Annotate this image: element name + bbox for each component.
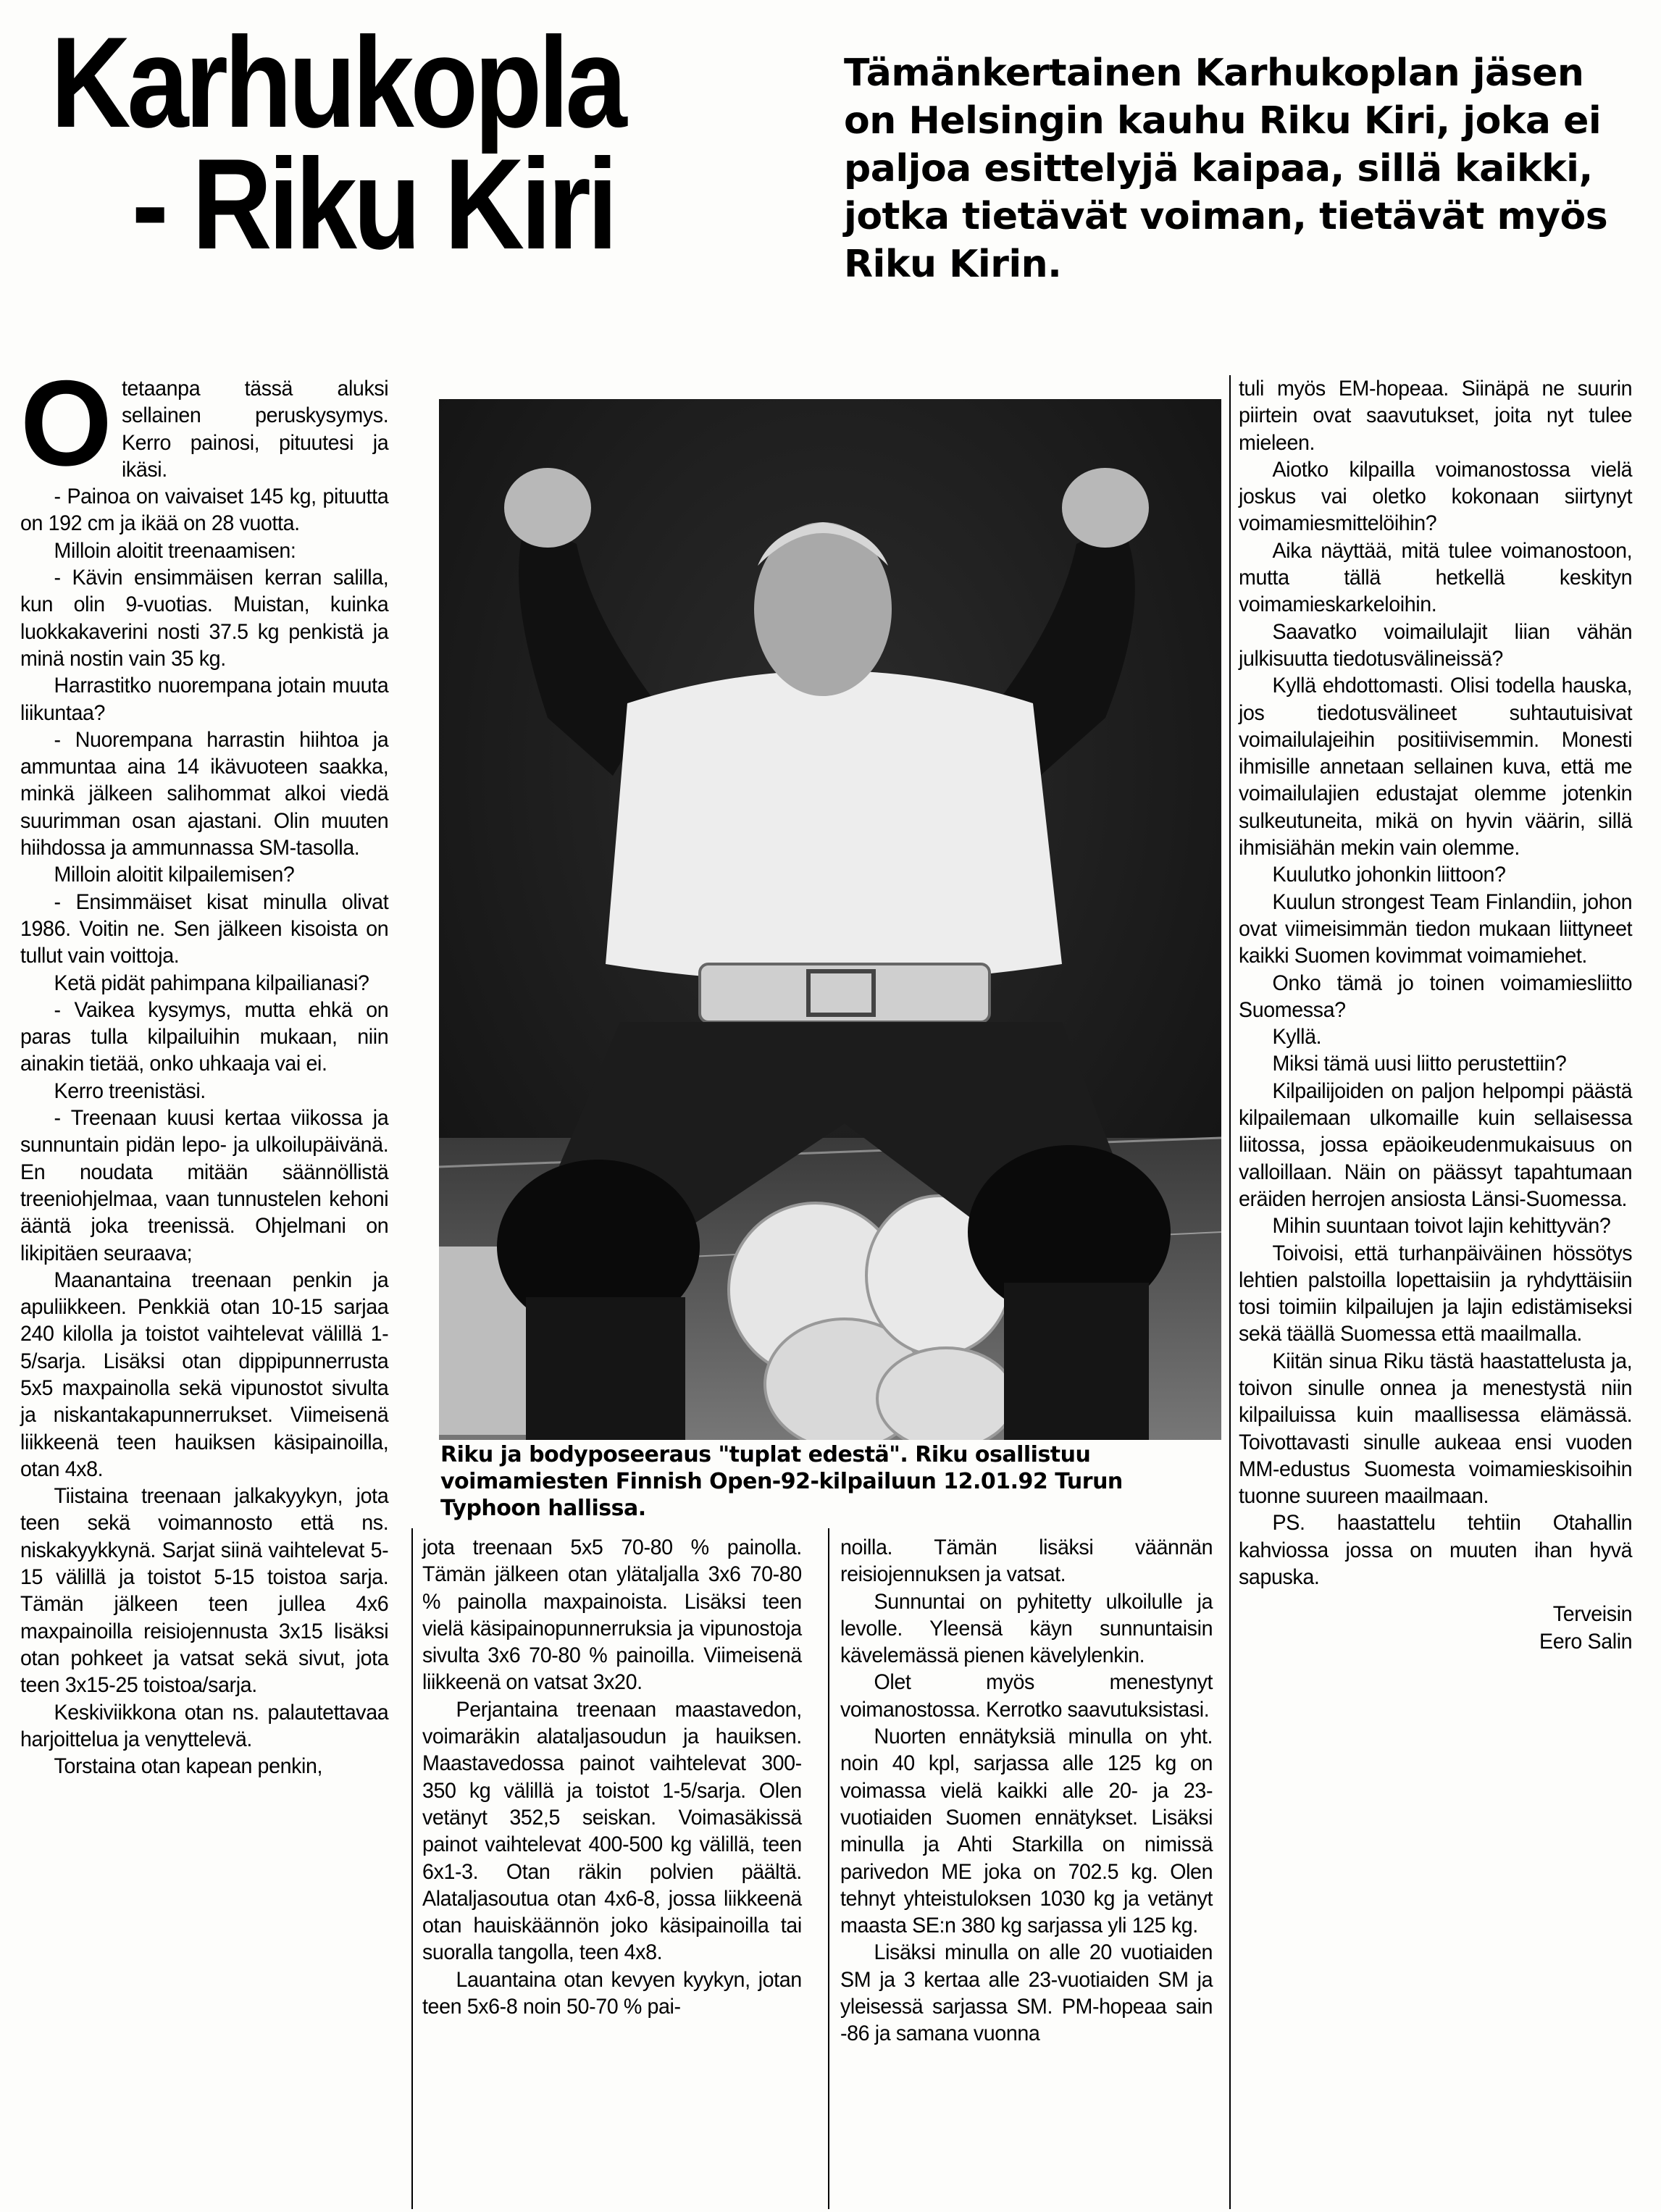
paragraph: Kyllä. [1272, 1025, 1322, 1050]
headline [51, 10, 711, 276]
paragraph: Kuulutko johonkin liittoon? [1272, 863, 1506, 887]
paragraph: Kyllä ehdottomasti. Olisi todella hauska, jos tiedotusvälineet suhtautuisivat voimailulajeihin positiivisemmin. Monesti ihmisille annetaan sellainen kuva, että me voimailulajien edustajat olemme jotenkin sulkeutuneita, mikä on hyvin väärin, sillä ihmisiähän mekin vain olemme. [1239, 674, 1633, 860]
paragraph: Kiitän sinua Riku tästä haastattelusta ja, toivon sinulle onnea ja menestystä niin kilpailuissa kuin maallisessa elämässä. Toivottavasti sinulle aukeaa ensi vuoden MM-edustus Suomesta voimamieskisoihin tuonne suureen maailmaan. [1239, 1349, 1633, 1509]
paragraph: Milloin aloitit kilpailemisen? [54, 863, 295, 887]
paragraph: PS. haastattelu tehtiin Otahallin kahviossa jossa on muuten ihan hyvä sapuska. [1239, 1511, 1633, 1590]
paragraph: Onko tämä jo toinen voimamiesliitto Suomessa? [1239, 971, 1633, 1022]
paragraph: tetaanpa tässä aluksi sellainen peruskysymys. Kerro painosi, pituutesi ja ikäsi. [121, 377, 389, 482]
paragraph: - Vaikea kysymys, mutta ehkä on paras tulla kilpailuihin mukaan, niin ainakin tietää, onko uhkaaja vai ei. [20, 997, 389, 1076]
paragraph: noilla. Tämän lisäksi väännän reisiojennuksen ja vatsat. [840, 1536, 1213, 1587]
paragraph: Ketä pidät pahimpana kilpailianasi? [54, 971, 369, 995]
article-column-4 [1239, 375, 1632, 1655]
signoff-greeting: Terveisin [1552, 1602, 1633, 1627]
drop-cap: O [20, 355, 112, 491]
article-column-2 [422, 1534, 802, 2020]
column-divider [828, 1528, 829, 2209]
intro-text: Tämänkertainen Karhukoplan jäsen on Helsingin kauhu Riku Kiri, joka ei paljoa esittelyjä kaipaa, sillä kaikki, jotka tietävät voiman, tietävät myös Riku Kirin. [844, 51, 1608, 286]
signoff-author: Eero Salin [1539, 1629, 1633, 1654]
paragraph: tuli myös EM-hopeaa. Siinäpä ne suurin piirtein ovat saavutukset, joita nyt tulee mieleen. [1239, 377, 1633, 455]
paragraph: Olet myös menestynyt voimanostossa. Kerrotko saavutuksistasi. [840, 1670, 1213, 1722]
paragraph: Keskiviikkona otan ns. palautettavaa harjoittelua ja venyttelevä. [20, 1700, 389, 1751]
paragraph: - Painoa on vaivaiset 145 kg, pituutta on 192 cm ja ikää on 28 vuotta. [20, 485, 389, 536]
column-divider [1229, 375, 1231, 2209]
paragraph: Aika näyttää, mitä tulee voimanostoon, mutta tällä hetkellä keskityn voimamieskarkeloihin. [1239, 538, 1633, 617]
paragraph: Kilpailijoiden on paljon helpompi päästä kilpailemaan ulkomaille kuin sellaisessa liitossa, jossa epäoikeudenmukaisuus on valloillaan. Näin on päässyt tapahtumaan eräiden herrojen ansiosta Länsi-Suomessa. [1239, 1078, 1633, 1211]
paragraph: Nuorten ennätyksiä minulla on yht. noin 40 kpl, sarjassa alle 125 kg on voimassa vielä kaikki alle 20- ja 23- vuotiaiden Suomen ennätykset. Lisäksi minulla ja Ahti Starkilla on nimissä parivedon ME joka on 702.5 kg. Olen tehnyt yhteistuloksen 1030 kg ja vetänyt maasta SE:n 380 kg sarjassa yli 125 kg. [840, 1725, 1213, 1938]
article-column-1 [20, 355, 389, 1780]
paragraph: Torstaina otan kapean penkin, [54, 1754, 323, 1779]
paragraph: Maanantaina treenaan penkin ja apuliikkeen. Penkkiä otan 10-15 sarjaa 240 kilolla ja toistot vaihtelevat välillä 1-5/sarja. Lisäksi otan dippipunnerrusta 5x5 maxpainolla sekä vipunostot sivulta ja niskantakapunnerrukset. Viimeisenä liikkeenä teen hauiksen käsipainoilla, otan 4x8. [20, 1268, 389, 1481]
paragraph: - Kävin ensimmäisen kerran salilla, kun olin 9-vuotias. Muistan, kuinka luokkakaverini nosti 37.5 kg penkistä ja minä nostin vain 35 kg. [20, 566, 389, 671]
paragraph: Mihin suuntaan toivot lajin kehittyvän? [1272, 1214, 1611, 1239]
paragraph: Lauantaina otan kevyen kyykyn, jotan teen 5x6-8 noin 50-70 % pai- [422, 1967, 802, 2019]
paragraph: Sunnuntai on pyhitetty ulkoilulle ja levolle. Yleensä käyn sunnuntaisin kävelemässä pienen kävelylenkin. [840, 1589, 1213, 1668]
paragraph: Milloin aloitit treenaamisen: [54, 538, 296, 563]
paragraph: Kuulun strongest Team Finlandiin, johon ovat viimeisimmän tiedon mukaan liittyneet kaikki Suomen kovimmat voimamiehet. [1239, 889, 1633, 968]
column-divider [411, 1528, 413, 2209]
paragraph: Toivoisi, että turhanpäiväinen hössötys lehtien palstoilla lopettaisiin ja ryhdyttäisiin tosi toimiin kilpailujen ja lajin edistämiseksi sekä täällä Suomessa että maailmalla. [1239, 1241, 1633, 1346]
paragraph: Aiotko kilpailla voimanostossa vielä joskus vai oletko kokonaan siirtynyt voimamiesmittelöihin? [1239, 457, 1633, 536]
paragraph: - Nuorempana harrastin hiihtoa ja ammuntaa aina 14 ikävuoteen saakka, minkä jälkeen salihommat alkoi viedä suurimman osan ajastani. Olin muuten hiihdossa ja ammunnassa SM-tasolla. [20, 727, 389, 860]
paragraph: Miksi tämä uusi liitto perustettiin? [1272, 1052, 1567, 1076]
headline-line-1: Karhukopla [51, 10, 624, 154]
paragraph: Lisäksi minulla on alle 20 vuotiaiden SM ja 3 kertaa alle 23-vuotiaiden SM ja yleisessä sarjassa SM. PM-hopeaa sain -86 ja samana vuonna [840, 1940, 1213, 2046]
headline-line-2: - Riku Kiri [131, 132, 614, 276]
article-column-3 [840, 1534, 1213, 2048]
paragraph: Kerro treenistäsi. [54, 1078, 206, 1103]
paragraph: Saavatko voimailulajit liian vähän julkisuutta tiedotusvälineissä? [1239, 619, 1633, 671]
photo-caption: Riku ja bodyposeeraus "tuplat edestä". Riku osallistuu voimamiesten Finnish Open-92-kilpailuun 12.01.92 Turun Typhoon hallissa. [440, 1442, 1123, 1521]
paragraph: - Ensimmäiset kisat minulla olivat 1986. Voitin ne. Sen jälkeen kisoista on tullut vain voittoja. [20, 889, 389, 968]
paragraph: Perjantaina treenaan maastavedon, voimaräkin alataljasoudun ja hauiksen. Maastavedossa painot vaihtelevat 300-350 kg välillä ja toistot 1-5/sarja. Olen vetänyt 352,5 seiskan. Voimasäkissä painot vaihtelevat 400-500 kg välillä, teen 6x1-3. Otan räkin polvien päältä. Alataljasoutua otan 4x6-8, jossa liikkeenä otan hauiskäännön joko käsipainoilla tai suoralla tangolla, teen 4x8. [422, 1697, 802, 1965]
athlete-photo [439, 399, 1221, 1440]
paragraph: jota treenaan 5x5 70-80 % painolla. Tämän jälkeen otan ylätaljalla 3x6 70-80 % painolla maxpainoista. Lisäksi teen vielä käsipainopunnerruksia ja vipunostoja sivulta 3x6 70-80 % painoilla. Viimeisenä liikkeenä on vatsat 3x20. [422, 1536, 802, 1695]
paragraph: Harrastitko nuorempana jotain muuta liikuntaa? [20, 674, 389, 725]
paragraph: - Treenaan kuusi kertaa viikossa ja sunnuntain pidän lepo- ja ulkoilupäivänä. En noudata mitään säännöllistä treeniohjelmaa, vaan tunnustelen kehoni ääntä joka treenissä. Ohjelmani on likipitäen seuraava; [20, 1106, 389, 1265]
paragraph: Tiistaina treenaan jalkakyykyn, jota teen sekä voimannosto että ns. niskakyykkynä. Sarjat siinä vaihtelevat 5-15 välillä ja toistot 5-15 toistoa sarja. Tämän jälkeen teen jullea 4x6 maxpainoilla reisiojennusta 3x15 lisäksi otan pohkeet ja vatsat sekä sivut, jota teen 3x15-25 toistoa/sarja. [20, 1484, 389, 1698]
